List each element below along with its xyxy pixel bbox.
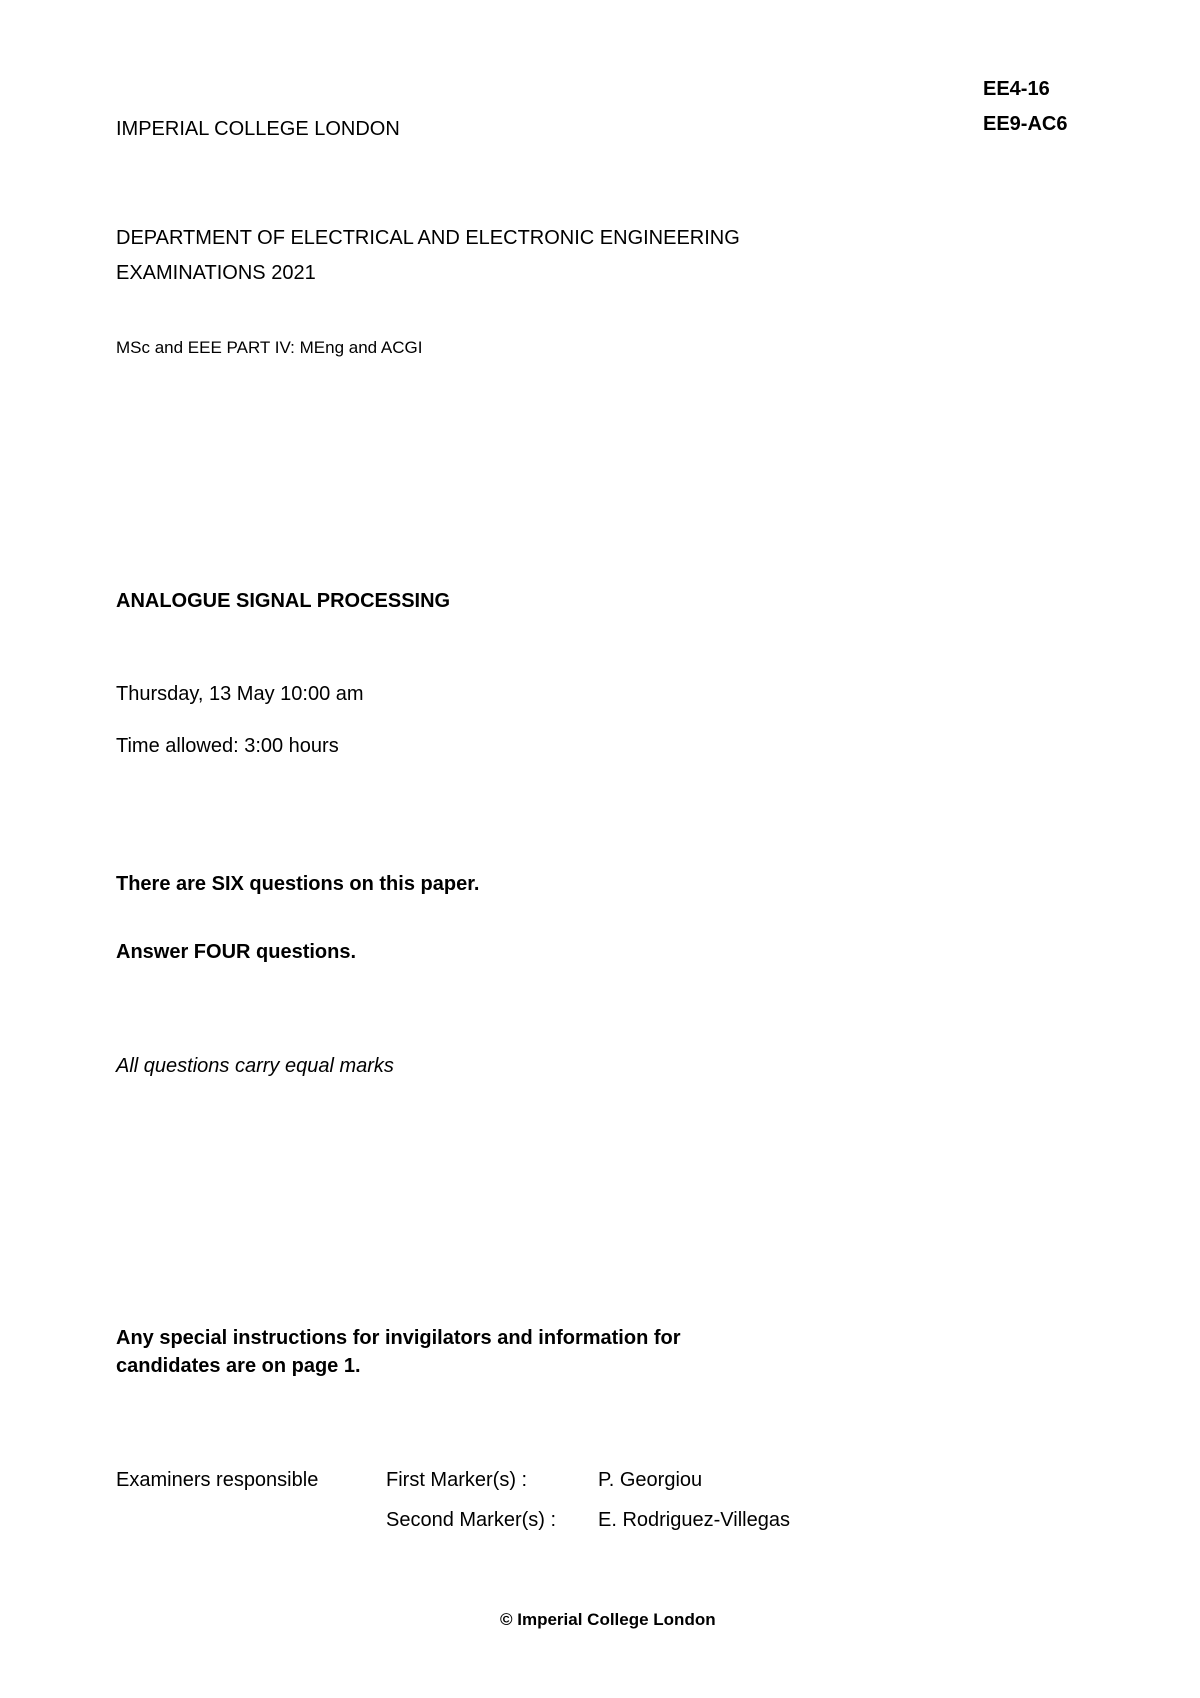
special-instructions-line2: candidates are on page 1. bbox=[116, 1355, 361, 1377]
exam-date: Thursday, 13 May 10:00 am bbox=[116, 683, 364, 705]
examiners-block bbox=[116, 1460, 790, 1540]
marker-role: First Marker(s) : bbox=[386, 1468, 528, 1491]
exam-title: ANALOGUE SIGNAL PROCESSING bbox=[116, 590, 451, 612]
marks-note: All questions carry equal marks bbox=[116, 1055, 394, 1077]
time-allowed: Time allowed: 3:00 hours bbox=[116, 735, 339, 757]
course-code-primary: EE4-16 bbox=[983, 78, 1050, 100]
department-name: DEPARTMENT OF ELECTRICAL AND ELECTRONIC ENGINEERING bbox=[116, 227, 740, 249]
answer-instruction: Answer FOUR questions. bbox=[116, 941, 357, 963]
exam-session: EXAMINATIONS 2021 bbox=[116, 262, 316, 284]
examiner-row bbox=[116, 1460, 790, 1500]
marker-name: P. Georgiou bbox=[598, 1468, 703, 1491]
marker-role: Second Marker(s) : bbox=[386, 1508, 557, 1531]
course-codes bbox=[983, 72, 1067, 142]
examiner-row bbox=[116, 1500, 790, 1540]
marker-name: E. Rodriguez-Villegas bbox=[598, 1508, 790, 1531]
special-instructions-line1: Any special instructions for invigilators and information for bbox=[116, 1327, 681, 1349]
course-code-secondary: EE9-AC6 bbox=[983, 113, 1068, 135]
institution-name: IMPERIAL COLLEGE LONDON bbox=[116, 118, 400, 140]
programme-line: MSc and EEE PART IV: MEng and ACGI bbox=[116, 338, 423, 357]
examiners-label: Examiners responsible bbox=[116, 1468, 319, 1491]
question-count: There are SIX questions on this paper. bbox=[116, 873, 480, 895]
copyright-footer: © Imperial College London bbox=[500, 1610, 716, 1629]
